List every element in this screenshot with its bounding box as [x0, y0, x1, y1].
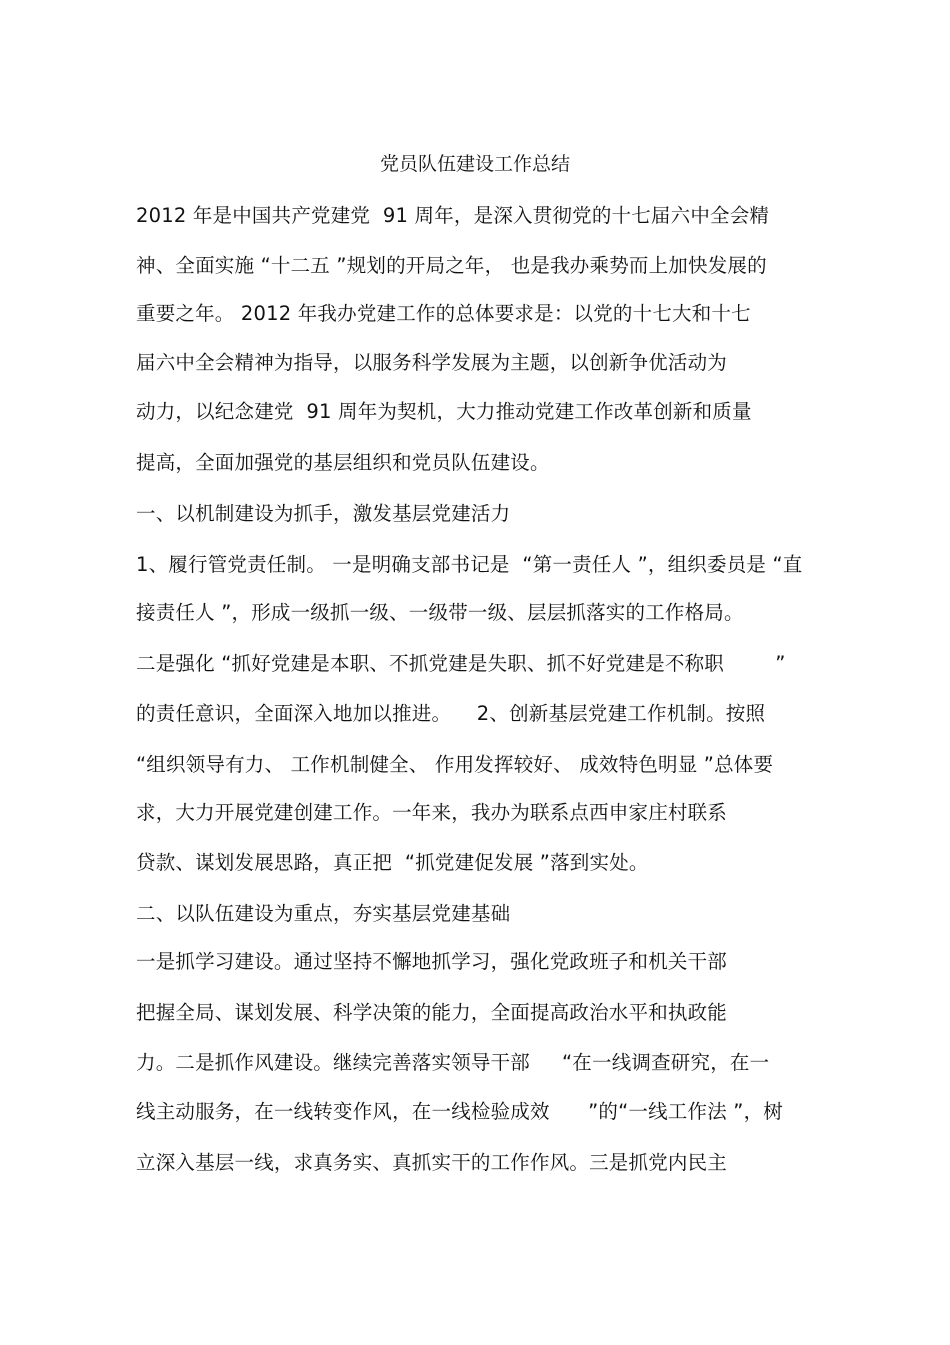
paragraph-line-18: 力。二是抓作风建设。继续完善落实领导干部 “在一线调查研究，在一	[136, 1051, 770, 1074]
paragraph-line-9: 接责任人 ”，形成一级抓一级、一级带一级、层层抓落实的工作格局。	[136, 601, 744, 624]
paragraph-line-2: 神、全面实施 “十二五 ”规划的开局之年， 也是我办乘势而上加快发展的	[136, 254, 767, 277]
paragraph-line-13: 求，大力开展党建创建工作。一年来，我办为联系点西申家庄村联系	[136, 801, 728, 824]
paragraph-line-1: 2012 年是中国共产党建党 91 周年，是深入贯彻党的十七届六中全会精	[136, 204, 770, 227]
paragraph-line-6: 提高，全面加强党的基层组织和党员队伍建设。	[136, 451, 550, 474]
paragraph-line-20: 立深入基层一线，求真务实、真抓实干的工作作风。三是抓党内民主	[136, 1151, 728, 1174]
section-heading-2: 二、以队伍建设为重点，夯实基层党建基础	[136, 902, 511, 925]
paragraph-line-10: 二是强化 “抓好党建是本职、不抓党建是失职、抓不好党建是不称职 ”	[136, 652, 786, 675]
paragraph-line-19: 线主动服务，在一线转变作风，在一线检验成效 ”的“一线工作法 ”，树	[136, 1100, 783, 1123]
paragraph-line-11: 的责任意识，全面深入地加以推进。 2、创新基层党建工作机制。按照	[136, 702, 766, 725]
paragraph-line-8: 1、履行管党责任制。 一是明确支部书记是 “第一责任人 ”，组织委员是 “直	[136, 553, 803, 576]
paragraph-line-14: 贷款、谋划发展思路，真正把 “抓党建促发展 ”落到实处。	[136, 851, 649, 874]
paragraph-line-3: 重要之年。 2012 年我办党建工作的总体要求是：以党的十七大和十七	[136, 302, 751, 325]
paragraph-line-4: 届六中全会精神为指导，以服务科学发展为主题，以创新争优活动为	[136, 351, 728, 374]
document-title: 党员队伍建设工作总结	[379, 153, 570, 175]
paragraph-line-12: “组织领导有力、 工作机制健全、 作用发挥较好、 成效特色明显 ”总体要	[136, 753, 774, 776]
paragraph-line-17: 把握全局、谋划发展、科学决策的能力，全面提高政治水平和执政能	[136, 1001, 728, 1024]
paragraph-line-16: 一是抓学习建设。通过坚持不懈地抓学习，强化党政班子和机关干部	[136, 950, 728, 973]
paragraph-line-5: 动力，以纪念建党 91 周年为契机，大力推动党建工作改革创新和质量	[136, 400, 752, 423]
section-heading-1: 一、以机制建设为抓手，激发基层党建活力	[136, 502, 511, 525]
